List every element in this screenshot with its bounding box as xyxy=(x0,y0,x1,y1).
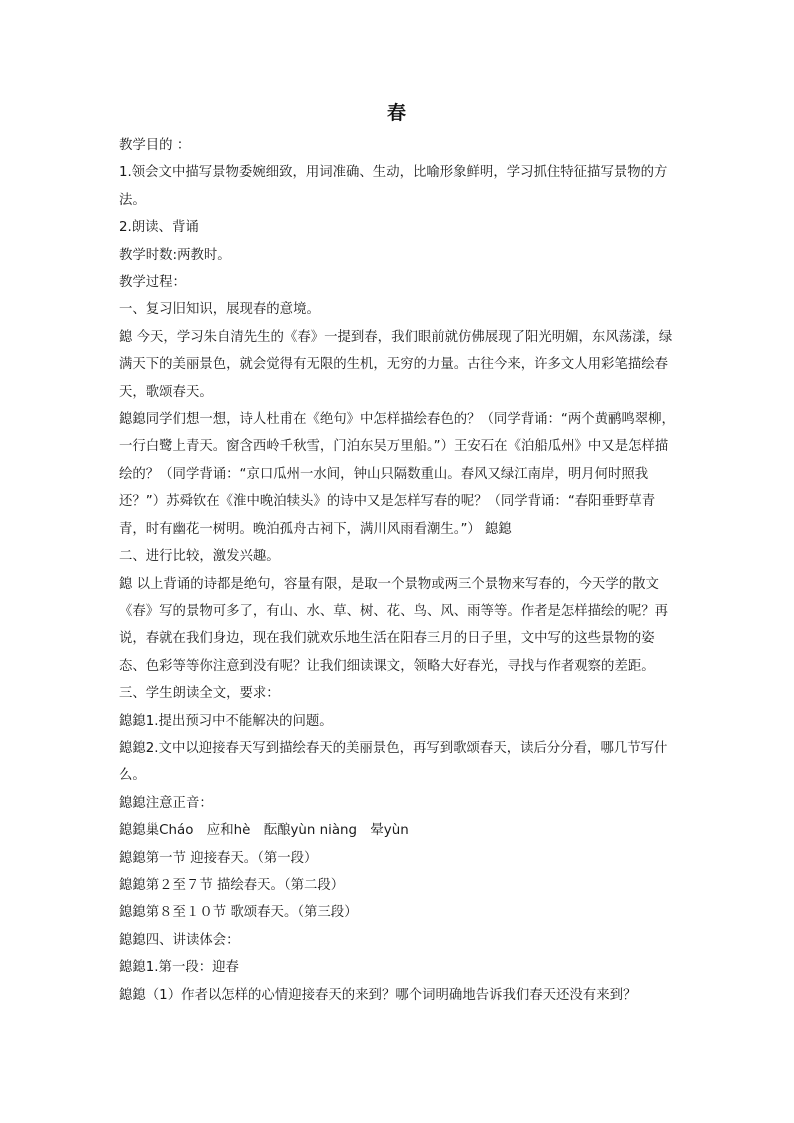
document-title: 春 xyxy=(386,102,407,124)
paragraph-goal-2: 2.朗读、背诵 xyxy=(119,220,199,236)
document-body xyxy=(119,132,677,1009)
section-heading-1: 一、复习旧知识，展现春的意境。 xyxy=(119,302,320,318)
paragraph-comparison: 鎴 以上背诵的诗都是绝句，容量有限，是取一个景物或两三个景物来写春的，今天学的散文《春》写的景物可多了，有山、水、草、树、花、鸟、风、雨等等。作者是怎样描绘的呢？再说，春就在我们身边，现在我们就欢乐地生活在阳春三月的日子里，文中写的这些景物的姿态、色彩等等你注意到没有呢？让我们细读课文，领略大好春光，寻找与作者观察的差距。 xyxy=(119,576,669,674)
section-heading-3: 三、学生朗读全文，要求： xyxy=(119,686,280,702)
paragraph-section-1: 鎴鎴第一节 迎接春天。（第一段） xyxy=(119,850,318,866)
paragraph-section-3: 鎴鎴第８至１０节 歌颂春天。（第三段） xyxy=(119,905,358,921)
paragraph-goal-1: 1.领会文中描写景物委婉细致，用词准确、生动，比喻形象鲜明，学习抓住特征描写景物的方法。 xyxy=(119,165,668,208)
paragraph-section-2: 鎴鎴第２至７节 描绘春天。（第二段） xyxy=(119,877,345,893)
section-heading-4: 鎴鎴四、讲读体会： xyxy=(119,932,240,948)
paragraph-question-1: 鎴鎴（1）作者以怎样的心情迎接春天的来到？哪个词明确地告诉我们春天还没有来到？ xyxy=(119,987,637,1003)
paragraph-teaching-goal-heading: 教学目的 ： xyxy=(119,138,191,153)
paragraph-pronunciation: 鎴鎴巢Cháo 应和hè 酝酿yùn niàng 晕yùn xyxy=(119,823,409,839)
paragraph-teaching-process-heading: 教学过程： xyxy=(119,275,186,291)
paragraph-pronunciation-heading: 鎴鎴注意正音： xyxy=(119,795,213,811)
paragraph-requirement-2: 鎴鎴2.文中以迎接春天写到描绘春天的美丽景色，再写到歌颂春天，读后分分看，哪几节写什么。 xyxy=(119,740,668,784)
paragraph-teaching-hours: 教学时数:两教时。 xyxy=(119,247,231,263)
paragraph-requirement-1: 鎴鎴1.提出预习中不能解决的问题。 xyxy=(119,713,333,729)
paragraph-intro: 鎴 今天，学习朱自清先生的《春》一提到春，我们眼前就仿佛展现了阳光明媚，东风荡漾，绿满天下的美丽景色，就会觉得有无限的生机，无穷的力量。古往今来，许多文人用彩笔描绘春天，歌颂春天。 xyxy=(119,329,673,400)
paragraph-part-1-heading: 鎴鎴1.第一段：迎春 xyxy=(119,960,239,976)
section-heading-2: 二、进行比较，激发兴趣。 xyxy=(119,549,280,565)
paragraph-poems: 鎴鎴同学们想一想，诗人杜甫在《绝句》中怎样描绘春色的？（同学背诵：“两个黄鹂鸣翠柳，一行白鹭上青天。窗含西岭千秋雪，门泊东吴万里船。”）王安石在《泊船瓜州》中又是怎样描绘的？（同学背诵：“京口瓜州一水间，钟山只隔数重山。春风又绿江南岸，明月何时照我还？”）苏舜钦在《淮中晚泊犊头》的诗中又是怎样写春的呢？（同学背诵：“春阳垂野草青青，时有幽花一树明。晚泊孤舟古祠下，满川风雨看潮生。”） 鎴鎴 xyxy=(119,412,675,537)
